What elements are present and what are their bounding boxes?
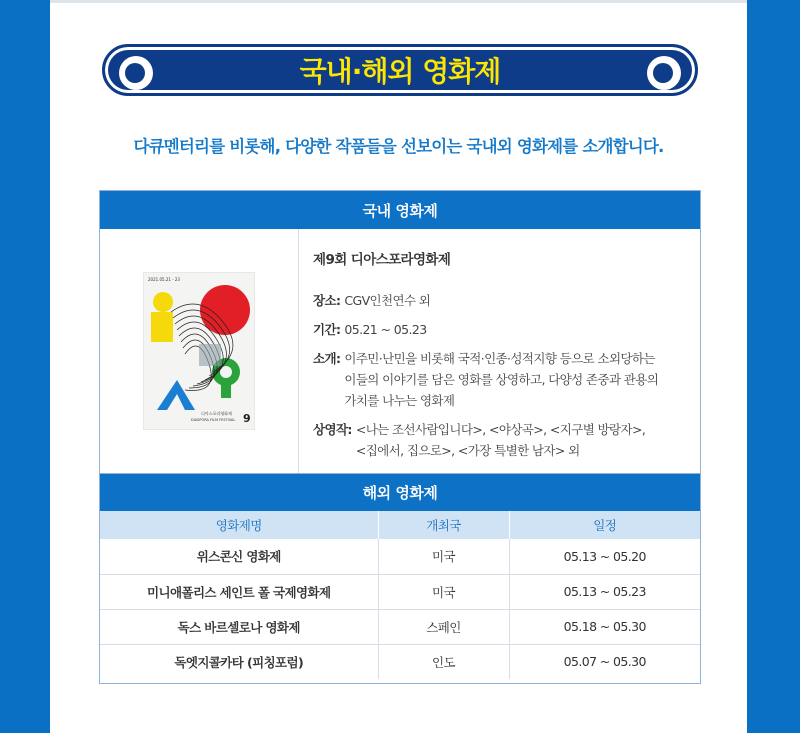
screening-line: <집에서, 집으로>, <가장 특별한 남자> 외: [355, 443, 580, 458]
schedule-cell: 05.13 ~ 05.20: [509, 539, 700, 574]
festival-info: [299, 229, 658, 473]
schedule-cell: 05.13 ~ 05.23: [509, 574, 700, 609]
column-header-festival: 영화제명: [100, 511, 378, 539]
intro-row: [313, 348, 658, 411]
period-value: 05.21 ~ 05.23: [344, 322, 427, 337]
crescent-moon-icon: [119, 56, 153, 90]
table-row: [100, 609, 700, 644]
screening-row: [313, 419, 658, 461]
screening-line: <나는 조선사람입니다>, <야상곡>, <지구별 방랑자>,: [355, 422, 646, 437]
country-cell: 미국: [378, 574, 509, 609]
column-header-country: 개최국: [378, 511, 509, 539]
page-title: 국내·해외 영화제: [299, 55, 501, 88]
country-cell: 스페인: [378, 609, 509, 644]
intro-value: [344, 348, 658, 411]
title-banner: [102, 44, 698, 96]
table-row: [100, 574, 700, 609]
intro-line: 가치를 나누는 영화제: [344, 393, 455, 408]
poster-edition-numeral: 9: [243, 412, 251, 425]
festival-name-cell: 미니애폴리스 세인트 폴 국제영화제: [100, 574, 378, 609]
festival-name-cell: 독스 바르셀로나 영화제: [100, 609, 378, 644]
festival-poster-image: [143, 272, 255, 430]
intro-label: 소개:: [313, 351, 341, 366]
column-header-schedule: 일정: [509, 511, 700, 539]
venue-label: 장소:: [313, 293, 341, 308]
venue-value: CGV인천연수 외: [344, 293, 431, 308]
schedule-cell: 05.07 ~ 05.30: [509, 644, 700, 679]
screening-value: [356, 419, 645, 461]
domestic-section-heading: 국내 영화제: [100, 191, 700, 229]
country-cell: 인도: [378, 644, 509, 679]
festival-name-cell: 위스콘신 영화제: [196, 549, 281, 565]
festival-name-cell: 독엣지콜카타 (피칭포럼): [100, 644, 378, 679]
crescent-moon-icon: [647, 56, 681, 90]
festival-title: 제9회 디아스포라영화제: [313, 252, 451, 268]
period-row: [313, 319, 658, 340]
intro-line: 이주민·난민을 비롯해 국적·인종·성적지향 등으로 소외당하는: [344, 351, 655, 366]
venue-row: [313, 290, 658, 311]
period-label: 기간:: [313, 322, 341, 337]
country-cell: 미국: [378, 539, 509, 574]
overseas-section-heading: 해외 영화제: [100, 473, 700, 511]
festival-tables: [99, 190, 701, 684]
screening-label: 상영작:: [313, 422, 352, 437]
page-subtitle: 다큐멘터리를 비롯해, 다양한 작품들을 선보이는 국내외 영화제를 소개합니다.: [133, 137, 664, 156]
schedule-cell: 05.18 ~ 05.30: [509, 609, 700, 644]
poster-date: 2021.05.21 - 23: [148, 277, 180, 282]
table-row: [100, 539, 700, 574]
poster-cell: [100, 229, 299, 473]
content-card: [50, 0, 747, 733]
intro-line: 이들의 이야기를 담은 영화를 상영하고, 다양성 존중과 관용의: [344, 372, 659, 387]
table-row: [100, 644, 700, 679]
poster-title-korean: 디아스포라영화제: [201, 411, 232, 416]
table-header-row: [100, 511, 700, 539]
overseas-festival-table: [100, 511, 700, 679]
domestic-festival-panel: [100, 229, 700, 473]
poster-title-english: DIASPORA FILM FESTIVAL: [191, 418, 236, 422]
